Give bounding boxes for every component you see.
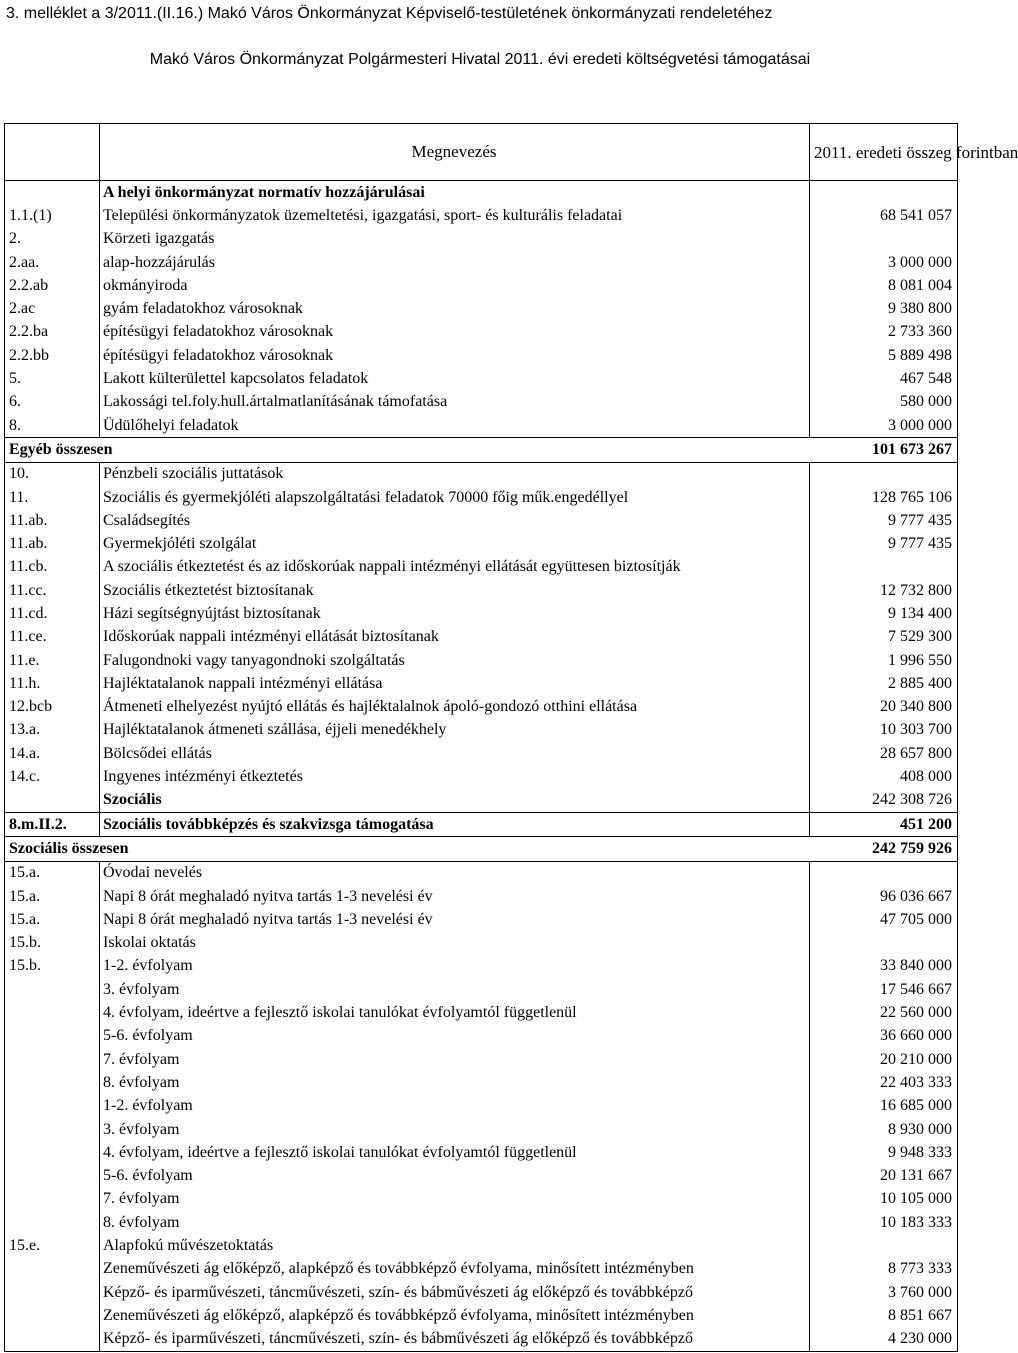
table-row (5, 1234, 958, 1257)
row-amount (810, 861, 958, 885)
row-amount: 2 885 400 (810, 672, 958, 695)
row-amount: 33 840 000 (810, 955, 958, 978)
row-code: 11.ab. (5, 509, 100, 532)
row-amount: 20 340 800 (810, 696, 958, 719)
row-name: 3. évfolyam (100, 1118, 810, 1141)
row-code (5, 978, 100, 1001)
row-name: Házi segítségnyújtást biztosítanak (100, 602, 810, 625)
row-name: Iskolai oktatás (100, 932, 810, 955)
row-amount: 7 529 300 (810, 626, 958, 649)
table-row (5, 367, 958, 390)
row-code: 2.2.ab (5, 274, 100, 297)
row-code: 11. (5, 486, 100, 509)
row-code: 15.e. (5, 1234, 100, 1257)
row-name: Üdülőhelyi feladatok (100, 414, 810, 438)
row-amount: 242 759 926 (810, 837, 958, 861)
table-row (5, 1025, 958, 1048)
row-amount: 8 930 000 (810, 1118, 958, 1141)
document-annex-title: 3. melléklet a 3/2011.(II.16.) Makó Város Önkormányzat Képviselő-testületének önkormányzati rendeletéhez (6, 5, 773, 22)
table-row (5, 1071, 958, 1094)
table-row (5, 204, 958, 227)
row-code: 10. (5, 462, 100, 486)
row-amount: 101 673 267 (810, 438, 958, 462)
row-name: építésügyi feladatokhoz városoknak (100, 321, 810, 344)
table-row (5, 274, 958, 297)
row-code: 2.2.bb (5, 344, 100, 367)
row-name: 5-6. évfolyam (100, 1025, 810, 1048)
table-row (5, 719, 958, 742)
document-title: Makó Város Önkormányzat Polgármesteri Hivatal 2011. évi eredeti költségvetési támogatásai (149, 51, 811, 68)
row-amount: 96 036 667 (810, 885, 958, 908)
row-name: 7. évfolyam (100, 1188, 810, 1211)
row-amount: 242 308 726 (810, 789, 958, 813)
row-name: Körzeti igazgatás (100, 228, 810, 251)
table-row (5, 1188, 958, 1211)
row-name: Lakott külterülettel kapcsolatos feladatok (100, 367, 810, 390)
table-row (5, 602, 958, 625)
row-amount: 20 210 000 (810, 1048, 958, 1071)
row-amount: 10 303 700 (810, 719, 958, 742)
row-amount: 9 777 435 (810, 509, 958, 532)
table-row (5, 532, 958, 555)
row-amount: 5 889 498 (810, 344, 958, 367)
row-name: Hajléktatalanok átmeneti szállása, éjjeli menedékhely (100, 719, 810, 742)
row-amount: 4 230 000 (810, 1328, 958, 1352)
row-amount: 22 560 000 (810, 1001, 958, 1024)
row-code: 8. (5, 414, 100, 438)
row-amount: 9 948 333 (810, 1141, 958, 1164)
row-name: 5-6. évfolyam (100, 1164, 810, 1187)
row-name: 8. évfolyam (100, 1071, 810, 1094)
row-code (5, 1048, 100, 1071)
row-amount: 1 996 550 (810, 649, 958, 672)
table-row (5, 861, 958, 885)
table-row (5, 1211, 958, 1234)
table-row (5, 414, 958, 438)
header-name-cell: Megnevezés (100, 124, 810, 181)
header-amount-cell: 2011. eredeti összeg forintban (810, 124, 958, 181)
table-row (5, 391, 958, 414)
row-name: A helyi önkormányzat normatív hozzájárulásai (100, 181, 810, 205)
table-row (5, 1095, 958, 1118)
table-row (5, 908, 958, 931)
row-amount: 17 546 667 (810, 978, 958, 1001)
row-amount: 408 000 (810, 765, 958, 788)
row-amount: 28 657 800 (810, 742, 958, 765)
row-name: építésügyi feladatokhoz városoknak (100, 344, 810, 367)
subtotal-label: Egyéb összesen (5, 438, 810, 462)
row-code: 11.cc. (5, 579, 100, 602)
row-amount: 36 660 000 (810, 1025, 958, 1048)
row-name: Átmeneti elhelyezést nyújtó ellátás és hajléktalalnok ápoló-gondozó otthini ellátása (100, 696, 810, 719)
table-row (5, 1164, 958, 1187)
row-code (5, 1118, 100, 1141)
table-row (5, 696, 958, 719)
row-amount: 9 380 800 (810, 297, 958, 320)
row-amount: 8 851 667 (810, 1304, 958, 1327)
row-code: 15.b. (5, 932, 100, 955)
row-name: 4. évfolyam, ideértve a fejlesztő iskolai tanulókat évfolyamtól függetlenül (100, 1001, 810, 1024)
row-amount (810, 462, 958, 486)
row-name: Ingyenes intézményi étkeztetés (100, 765, 810, 788)
row-amount: 20 131 667 (810, 1164, 958, 1187)
row-code: 14.a. (5, 742, 100, 765)
row-amount (810, 1234, 958, 1257)
table-row (5, 789, 958, 813)
row-amount: 16 685 000 (810, 1095, 958, 1118)
row-amount: 2 733 360 (810, 321, 958, 344)
row-name: alap-hozzájárulás (100, 251, 810, 274)
row-amount: 12 732 800 (810, 579, 958, 602)
row-code: 11.ce. (5, 626, 100, 649)
row-code (5, 1211, 100, 1234)
table-row (5, 649, 958, 672)
table-row (5, 955, 958, 978)
row-amount: 68 541 057 (810, 204, 958, 227)
row-name: Óvodai nevelés (100, 861, 810, 885)
row-amount: 467 548 (810, 367, 958, 390)
row-amount: 9 134 400 (810, 602, 958, 625)
row-code (5, 789, 100, 813)
row-code (5, 1141, 100, 1164)
row-code: 11.cd. (5, 602, 100, 625)
row-code: 15.a. (5, 885, 100, 908)
row-amount: 10 105 000 (810, 1188, 958, 1211)
row-name: Zeneművészeti ág előképző, alapképző és továbbképző évfolyama, minősített intézményben (100, 1304, 810, 1327)
table-row (5, 837, 958, 861)
row-code: 15.b. (5, 955, 100, 978)
row-code: 11.cb. (5, 556, 100, 579)
row-name: Családsegítés (100, 509, 810, 532)
row-code: 2.ac (5, 297, 100, 320)
row-name: 4. évfolyam, ideértve a fejlesztő iskolai tanulókat évfolyamtól függetlenül (100, 1141, 810, 1164)
table-row (5, 251, 958, 274)
row-code (5, 181, 100, 205)
row-code (5, 1001, 100, 1024)
table-row (5, 813, 958, 837)
row-name: Falugondnoki vagy tanyagondnoki szolgáltatás (100, 649, 810, 672)
table-row (5, 978, 958, 1001)
row-code: 15.a. (5, 861, 100, 885)
row-name: Gyermekjóléti szolgálat (100, 532, 810, 555)
row-amount: 3 000 000 (810, 251, 958, 274)
row-name: Pénzbeli szociális juttatások (100, 462, 810, 486)
table-row (5, 1141, 958, 1164)
row-code: 11.e. (5, 649, 100, 672)
table-row (5, 626, 958, 649)
table-row (5, 1118, 958, 1141)
table-row (5, 321, 958, 344)
row-name: Szociális (100, 789, 810, 813)
budget-table (4, 123, 1018, 1352)
row-code: 13.a. (5, 719, 100, 742)
row-name: Szociális továbbképzés és szakvizsga támogatása (100, 813, 810, 837)
table-row (5, 932, 958, 955)
row-amount: 8 081 004 (810, 274, 958, 297)
row-name: Zeneművészeti ág előképző, alapképző és továbbképző évfolyama, minősített intézményben (100, 1258, 810, 1281)
row-name: Képző- és iparművészeti, táncművészeti, szín- és bábművészeti ág előképző és továbbképző (100, 1328, 810, 1352)
table-header-row (5, 124, 958, 181)
row-name: Alapfokú művészetoktatás (100, 1234, 810, 1257)
row-code: 6. (5, 391, 100, 414)
table-row (5, 742, 958, 765)
table-row (5, 438, 958, 462)
row-code: 14.c. (5, 765, 100, 788)
row-name: 8. évfolyam (100, 1211, 810, 1234)
row-code: 12.bcb (5, 696, 100, 719)
table-row (5, 344, 958, 367)
row-code (5, 1025, 100, 1048)
table-row (5, 462, 958, 486)
table-row (5, 672, 958, 695)
row-name: A szociális étkeztetést és az időskorúak nappali intézményi ellátását együttesen biztosítják (100, 556, 810, 579)
row-code: 1.1.(1) (5, 204, 100, 227)
table-row (5, 885, 958, 908)
subtotal-label: Szociális összesen (5, 837, 810, 861)
row-code (5, 1164, 100, 1187)
row-code (5, 1304, 100, 1327)
row-name: Napi 8 órát meghaladó nyitva tartás 1-3 nevelési év (100, 908, 810, 931)
table-row (5, 1001, 958, 1024)
row-name: Települési önkormányzatok üzemeltetési, igazgatási, sport- és kulturális feladatai (100, 204, 810, 227)
row-name: Időskorúak nappali intézményi ellátását biztosítanak (100, 626, 810, 649)
row-amount: 3 000 000 (810, 414, 958, 438)
row-name: okmányiroda (100, 274, 810, 297)
row-code: 2. (5, 228, 100, 251)
row-code (5, 1258, 100, 1281)
row-amount: 9 777 435 (810, 532, 958, 555)
row-name: Napi 8 órát meghaladó nyitva tartás 1-3 nevelési év (100, 885, 810, 908)
row-amount: 580 000 (810, 391, 958, 414)
row-code: 2.2.ba (5, 321, 100, 344)
table-row (5, 297, 958, 320)
row-amount (810, 556, 958, 579)
header-code-cell (5, 124, 100, 181)
row-amount: 3 760 000 (810, 1281, 958, 1304)
row-code (5, 1188, 100, 1211)
table-row (5, 486, 958, 509)
row-amount (810, 228, 958, 251)
row-amount: 451 200 (810, 813, 958, 837)
row-code (5, 1071, 100, 1094)
row-code: 11.ab. (5, 532, 100, 555)
row-code: 8.m.II.2. (5, 813, 100, 837)
row-code (5, 1095, 100, 1118)
row-code: 15.a. (5, 908, 100, 931)
row-name: gyám feladatokhoz városoknak (100, 297, 810, 320)
table-row (5, 1304, 958, 1327)
row-code (5, 1328, 100, 1352)
row-code: 2.aa. (5, 251, 100, 274)
row-name: Szociális étkeztetést biztosítanak (100, 579, 810, 602)
row-code: 11.h. (5, 672, 100, 695)
row-name: 1-2. évfolyam (100, 955, 810, 978)
row-amount: 128 765 106 (810, 486, 958, 509)
table-row (5, 556, 958, 579)
row-name: Lakossági tel.foly.hull.ártalmatlanításának támofatása (100, 391, 810, 414)
row-amount: 10 183 333 (810, 1211, 958, 1234)
row-name: 3. évfolyam (100, 978, 810, 1001)
row-name: Szociális és gyermekjóléti alapszolgáltatási feladatok 70000 főig műk.engedéllyel (100, 486, 810, 509)
row-code (5, 1281, 100, 1304)
row-name: Hajléktatalanok nappali intézményi ellátása (100, 672, 810, 695)
table-row (5, 509, 958, 532)
row-code: 5. (5, 367, 100, 390)
row-amount: 47 705 000 (810, 908, 958, 931)
row-name: 7. évfolyam (100, 1048, 810, 1071)
row-amount: 22 403 333 (810, 1071, 958, 1094)
table-row (5, 1258, 958, 1281)
table-row (5, 228, 958, 251)
table-row (5, 579, 958, 602)
row-amount (810, 932, 958, 955)
row-amount: 8 773 333 (810, 1258, 958, 1281)
row-name: 1-2. évfolyam (100, 1095, 810, 1118)
table-row (5, 1281, 958, 1304)
row-name: Képző- és iparművészeti, táncművészeti, szín- és bábművészeti ág előképző és továbbképző (100, 1281, 810, 1304)
table-row (5, 181, 958, 205)
row-amount (810, 181, 958, 205)
table-row (5, 1048, 958, 1071)
row-name: Bölcsődei ellátás (100, 742, 810, 765)
table-row (5, 765, 958, 788)
table-row (5, 1328, 958, 1352)
